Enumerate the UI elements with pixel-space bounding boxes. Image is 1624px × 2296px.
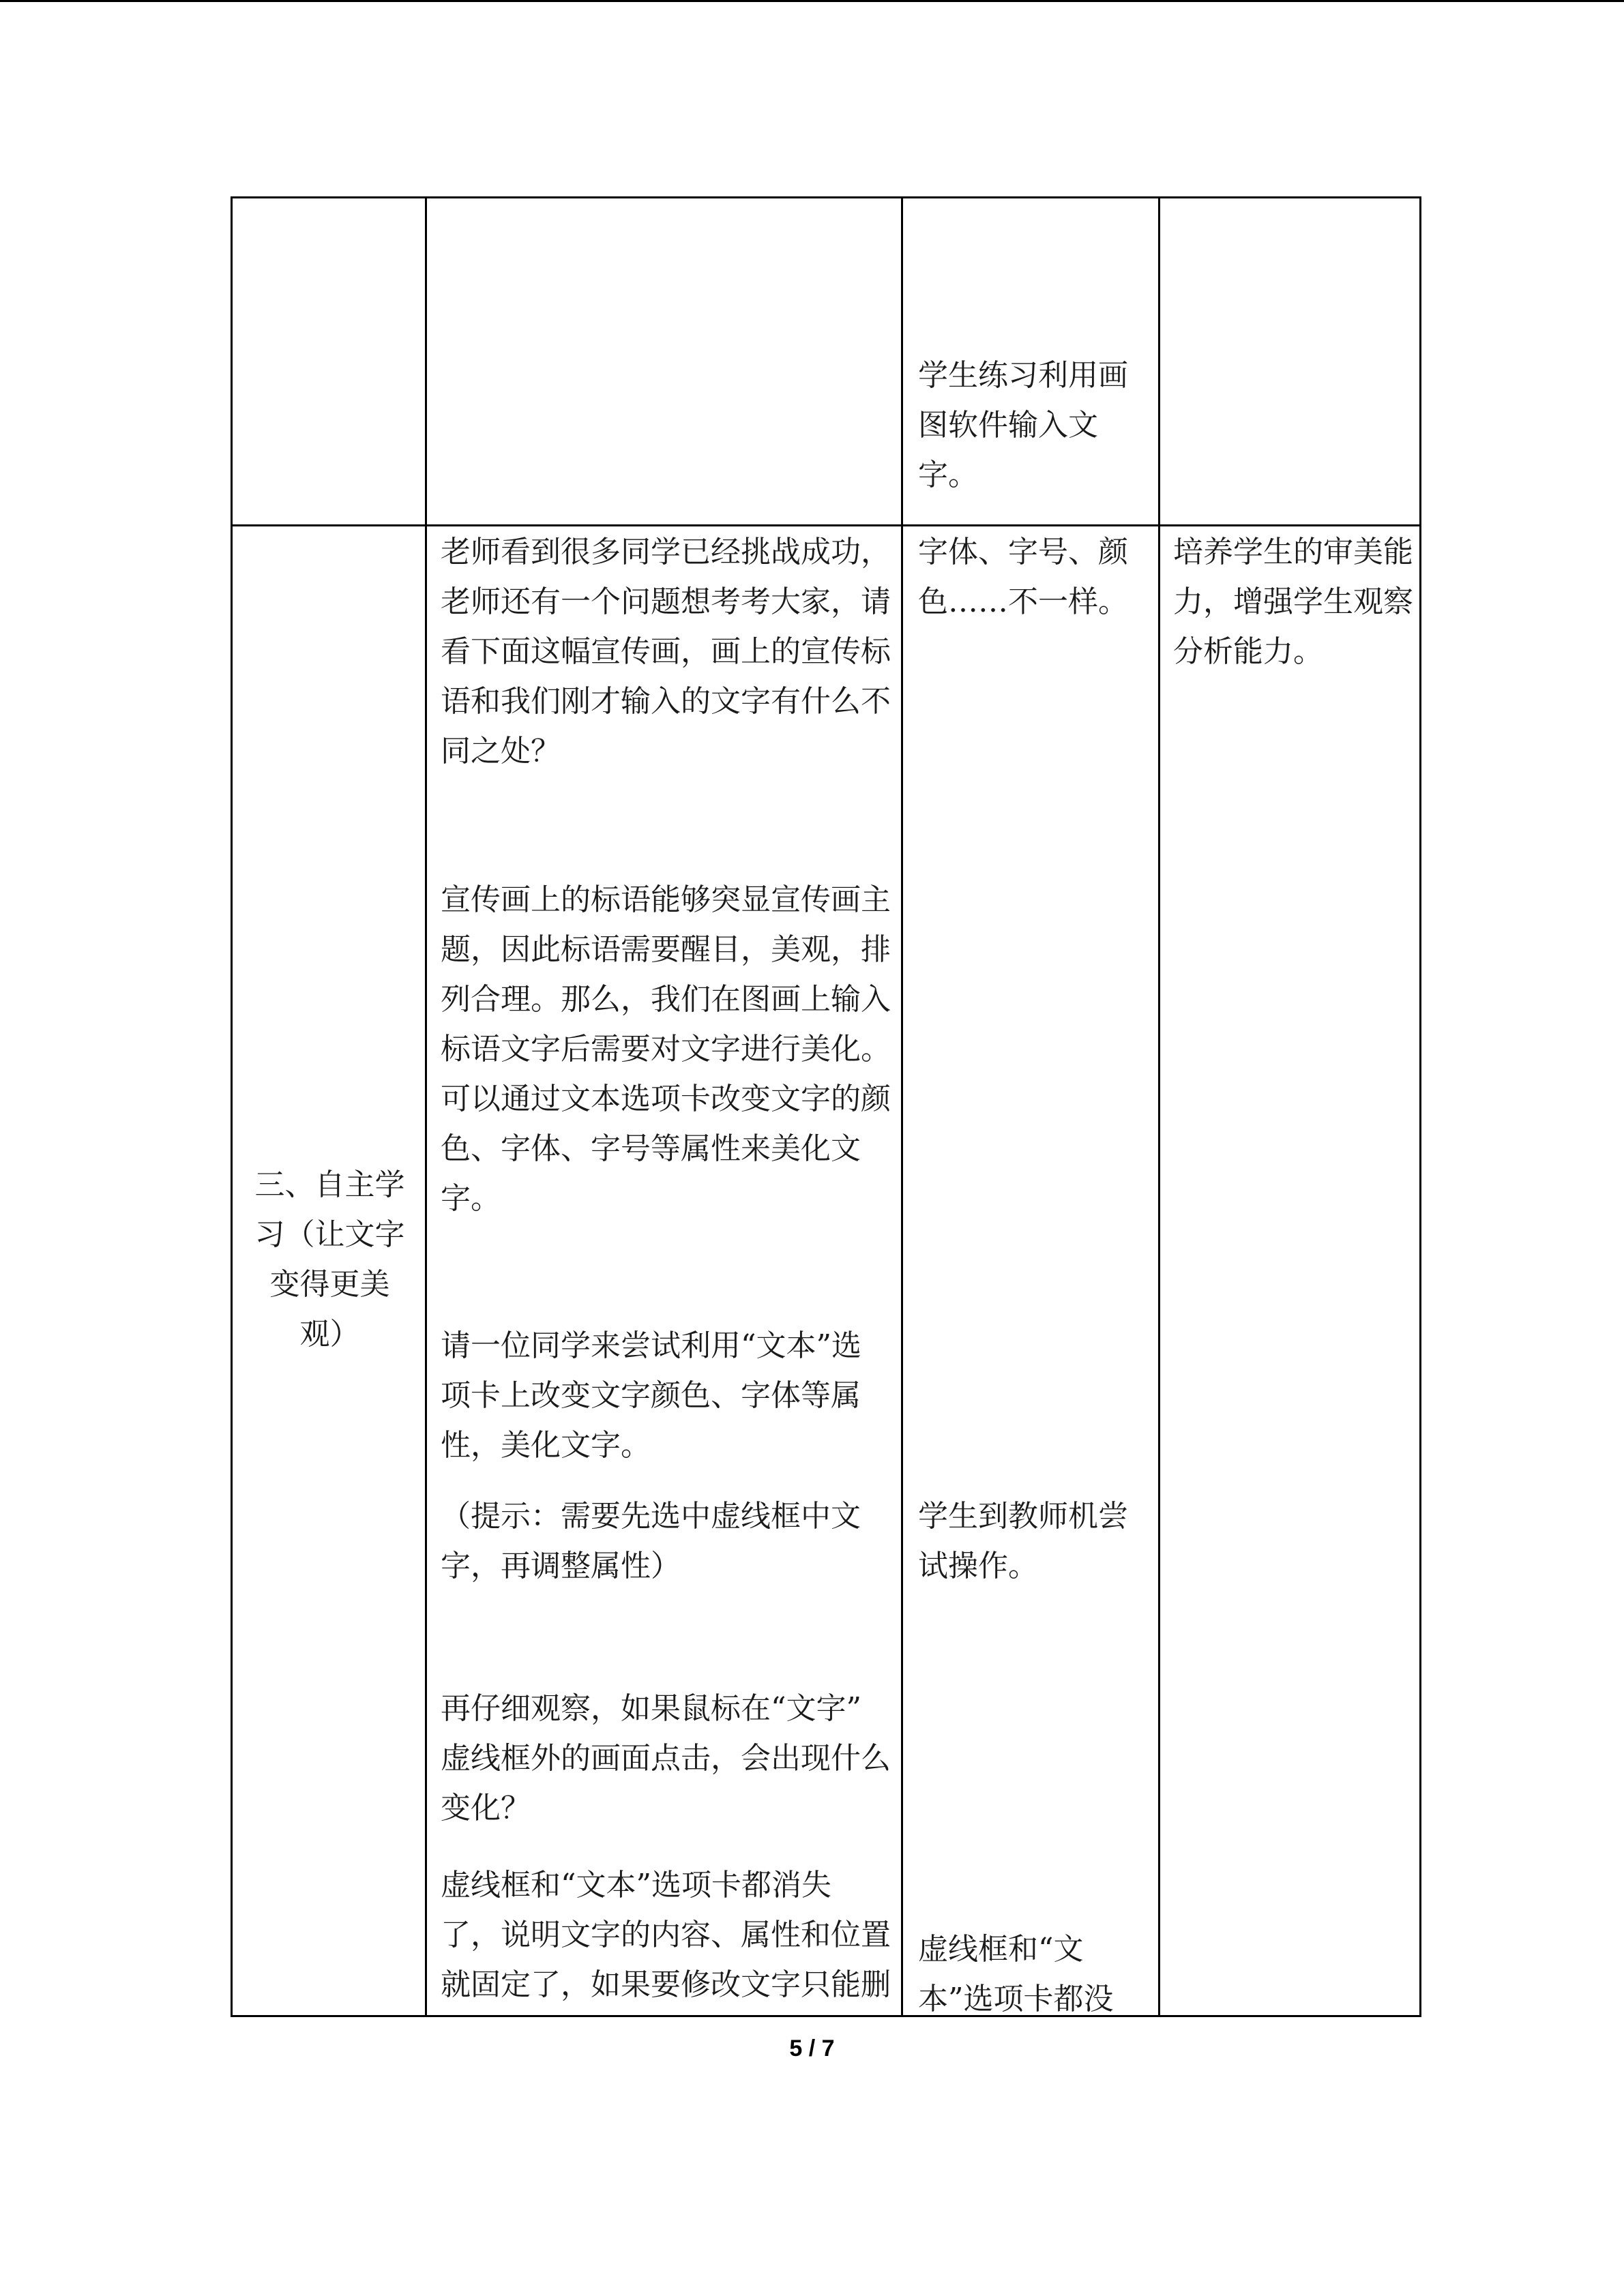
text-line: 本”选项卡都没 [918,1982,1114,2016]
column-divider [425,198,427,2015]
text-line: 分析能力。 [1173,634,1323,669]
section-title-line: 变得更美 [269,1267,390,1302]
text-line: 语和我们刚才输入的文字有什么不 [441,684,891,719]
text-line: 培养学生的审美能 [1173,535,1413,569]
text-line: 试操作。 [918,1549,1038,1583]
lesson-table [231,196,1421,2017]
text-line: 虚线框和“文本”选项卡都消失 [441,1868,831,1903]
text-line: 学生练习利用画 [918,358,1128,393]
text-line: 虚线框和“文 [918,1932,1084,1967]
page-number: 5 / 7 [789,2036,835,2061]
text-line: 题，因此标语需要醒目，美观，排 [441,932,891,967]
text-line: 学生到教师机尝 [918,1499,1128,1534]
text-line: 老师还有一个问题想考考大家，请 [441,584,891,619]
text-line: 变化？ [441,1791,531,1825]
text-line: 了，说明文字的内容、属性和位置 [441,1918,891,1952]
text-line: 宣传画上的标语能够突显宣传画主 [441,882,891,917]
row-divider [233,524,1419,526]
text-line: （提示：需要先选中虚线框中文 [441,1499,861,1534]
text-line: 标语文字后需要对文字进行美化。 [441,1032,891,1067]
section-title-line: 观） [299,1317,360,1352]
text-line: 就固定了，如果要修改文字只能删 [441,1967,891,2002]
text-line: 力，增强学生观察 [1173,584,1413,619]
column-divider [901,198,903,2015]
text-line: 图软件输入文 [918,408,1098,443]
top-border [0,0,1624,2]
text-line: 性，美化文字。 [441,1428,651,1463]
text-line: 色……不一样。 [918,584,1128,619]
text-line: 字，再调整属性） [441,1549,681,1583]
text-line: 请一位同学来尝试利用“文本”选 [441,1328,861,1363]
text-line: 再仔细观察，如果鼠标在“文字” [441,1691,861,1726]
text-line: 同之处？ [441,734,561,769]
text-line: 色、字体、字号等属性来美化文 [441,1131,861,1166]
text-line: 字。 [441,1181,501,1216]
section-title-line: 三、自主学 [254,1167,405,1202]
text-line: 字。 [918,458,978,492]
text-line: 项卡上改变文字颜色、字体等属 [441,1378,861,1413]
text-line: 老师看到很多同学已经挑战成功， [441,535,891,569]
text-line: 可以通过文本选项卡改变文字的颜 [441,1082,891,1116]
text-line: 列合理。那么，我们在图画上输入 [441,982,891,1017]
section-title-line: 习（让文字 [254,1217,405,1252]
text-line: 字体、字号、颜 [918,535,1128,569]
text-line: 虚线框外的画面点击，会出现什么 [441,1741,891,1776]
column-divider [1158,198,1160,2015]
text-line: 看下面这幅宣传画，画上的宣传标 [441,634,891,669]
